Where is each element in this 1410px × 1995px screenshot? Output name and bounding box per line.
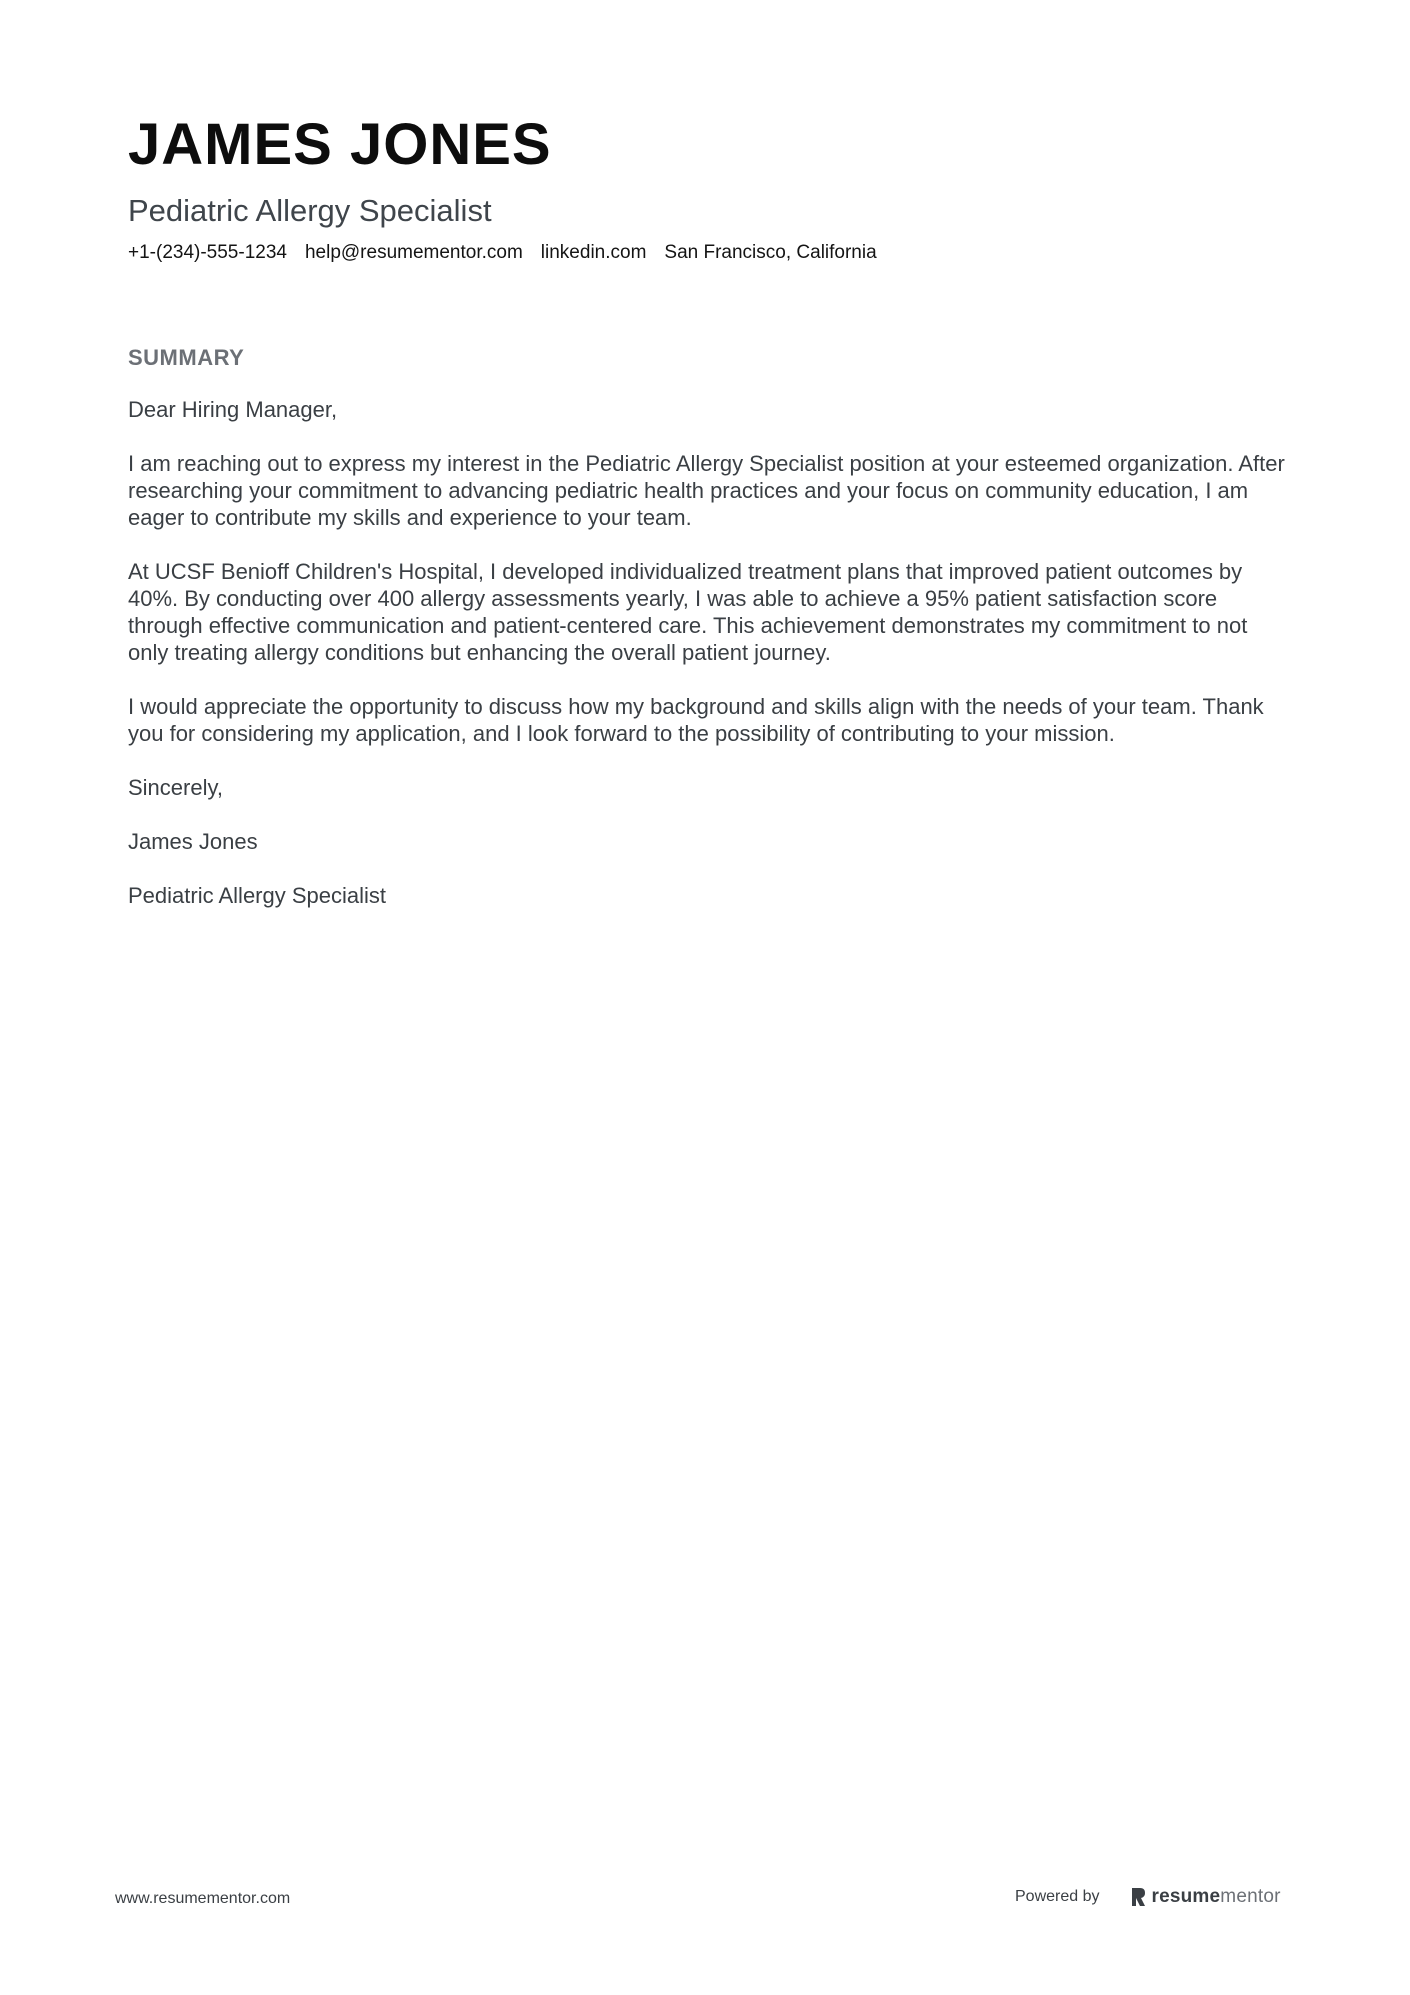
section-heading-summary: SUMMARY (128, 345, 245, 370)
contact-phone: +1-(234)-555-1234 (128, 242, 287, 263)
powered-by-label: Powered by (1015, 1888, 1100, 1905)
body-paragraph: At UCSF Benioff Children's Hospital, I developed individualized treatment plans that improved patient outcomes by 40%. By conducting over 400 allergy assessments yearly, I was able to achieve a 95% patient satisfaction score through effective communication and patient-centered care. This achievement demonstrates my commitment to not only treating allergy conditions but enhancing the overall patient journey. (128, 559, 1248, 665)
body-paragraph: I would appreciate the opportunity to discuss how my background and skills align with the needs of your team. Thank you for considering my application, and I look forward to the possibility of contributing to your mission. (128, 694, 1264, 746)
header (128, 112, 1288, 265)
closing: Sincerely, (128, 775, 223, 800)
footer-brand-area (1015, 1886, 1281, 1908)
contact-linkedin: linkedin.com (540, 242, 647, 263)
resumementor-logo-icon (1130, 1887, 1146, 1907)
contact-location: San Francisco, California (664, 242, 877, 263)
summary-section (128, 344, 1288, 936)
brand-logo (1130, 1886, 1281, 1908)
brand-wordmark-bold: resume (1151, 1886, 1221, 1907)
candidate-name: JAMES JONES (128, 112, 552, 177)
salutation: Dear Hiring Manager, (128, 397, 338, 422)
brand-wordmark (1152, 1886, 1281, 1908)
footer-website: www.resumementor.com (115, 1890, 291, 1907)
candidate-title: Pediatric Allergy Specialist (128, 193, 492, 228)
body-paragraph: I am reaching out to express my interest in the Pediatric Allergy Specialist position at your esteemed organization. After researching your commitment to advancing pediatric health practices and your focus on community education, I am eager to contribute my skills and experience to your team. (128, 451, 1285, 530)
signature-name: James Jones (128, 829, 258, 854)
signature-title: Pediatric Allergy Specialist (128, 883, 387, 908)
contact-email: help@resumementor.com (304, 242, 523, 263)
contact-line (128, 241, 1288, 265)
brand-wordmark-light: mentor (1220, 1886, 1281, 1907)
